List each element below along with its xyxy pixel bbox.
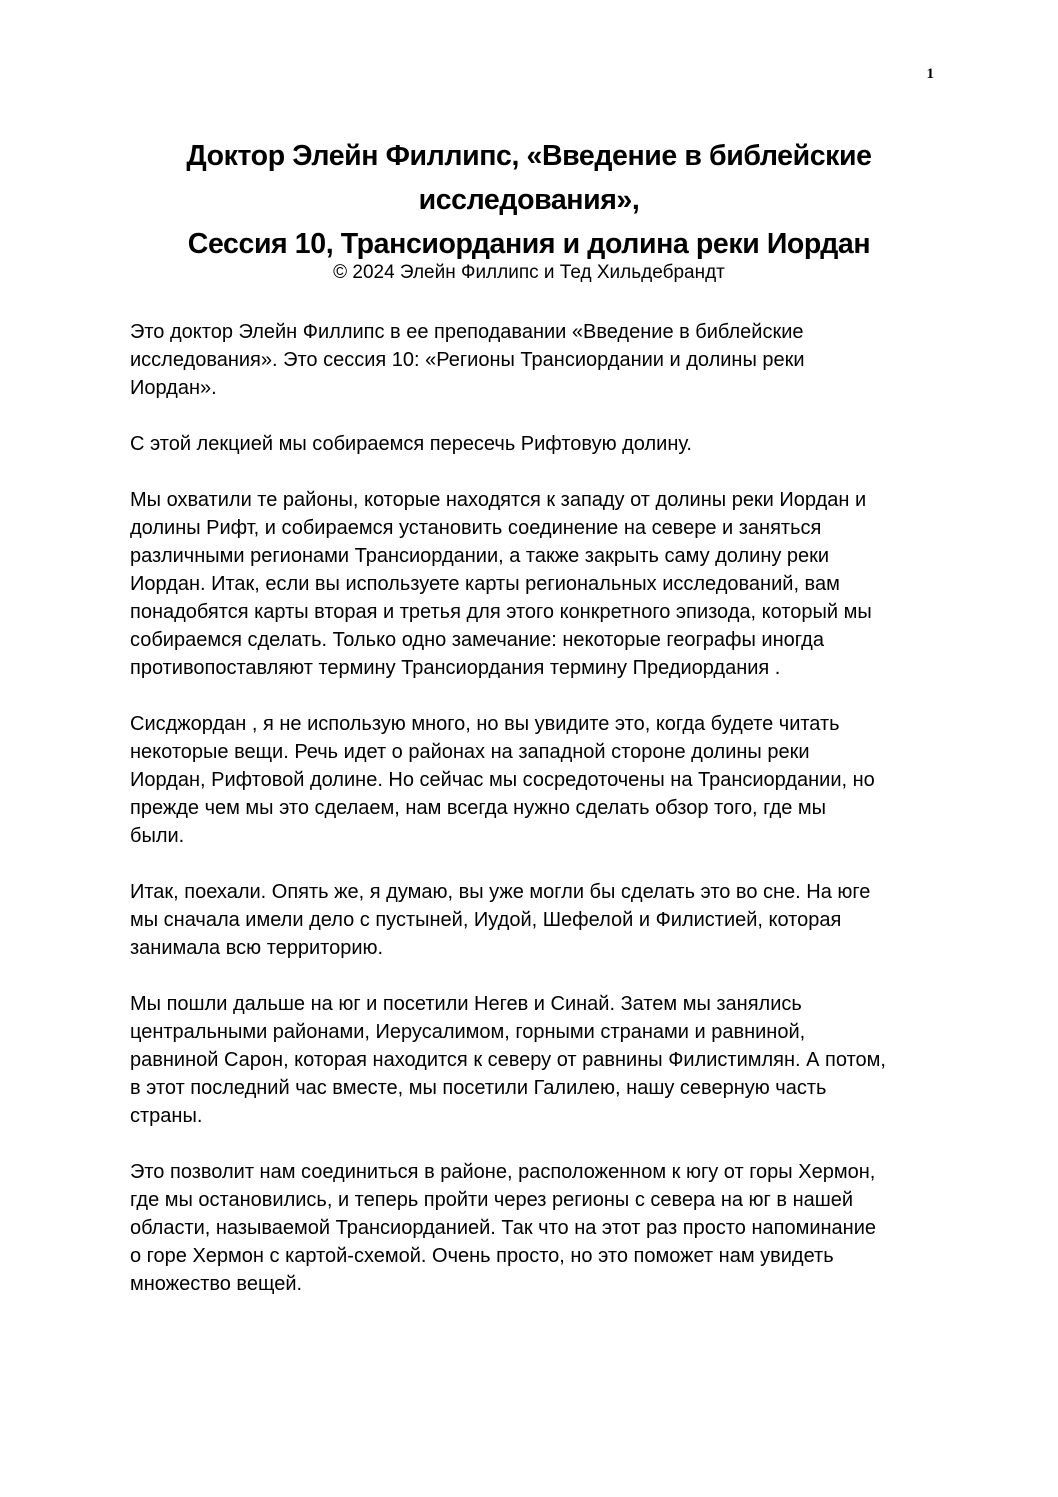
paragraph-7 bbox=[130, 1158, 930, 1298]
page-number: 1 bbox=[926, 66, 934, 82]
paragraph-2 bbox=[130, 430, 930, 458]
text-line: Это позволит нам соединиться в районе, расположенном к югу от горы Хермон, bbox=[130, 1161, 876, 1183]
text-line: где мы остановились, и теперь пройти через регионы с севера на юг в нашей bbox=[130, 1189, 854, 1211]
document-title-block bbox=[90, 134, 968, 286]
text-line: противопоставляют термину Трансиордания термину Предиордания . bbox=[130, 657, 781, 679]
text-line: Иордан. Итак, если вы используете карты региональных исследований, вам bbox=[130, 573, 840, 595]
text-line: о горе Хермон с картой-схемой. Очень просто, но это поможет нам увидеть bbox=[130, 1245, 834, 1267]
text-line: Сисджордан , я не использую много, но вы увидите это, когда будете читать bbox=[130, 713, 840, 735]
text-line: понадобятся карты вторая и третья для этого конкретного эпизода, который мы bbox=[130, 601, 872, 623]
text-line: Итак, поехали. Опять же, я думаю, вы уже могли бы сделать это во сне. На юге bbox=[130, 881, 871, 903]
text-line: множество вещей. bbox=[130, 1273, 303, 1295]
paragraph-6 bbox=[130, 990, 930, 1130]
copyright-notice: © 2024 Элейн Филлипс и Тед Хильдебрандт bbox=[333, 262, 725, 283]
paragraph-3 bbox=[130, 486, 930, 682]
text-line: Иордан, Рифтовой долине. Но сейчас мы сосредоточены на Трансиордании, но bbox=[130, 769, 875, 791]
title-line-1: Доктор Элейн Филлипс, «Введение в библейские bbox=[186, 140, 872, 172]
text-line: были. bbox=[130, 825, 185, 847]
text-line: Это доктор Элейн Филлипс в ее преподавании «Введение в библейские bbox=[130, 321, 804, 343]
text-line: некоторые вещи. Речь идет о районах на западной стороне долины реки bbox=[130, 741, 810, 763]
text-line: равниной Сарон, которая находится к северу от равнины Филистимлян. А потом, bbox=[130, 1049, 886, 1071]
text-line: Иордан». bbox=[130, 377, 217, 399]
text-line: в этот последний час вместе, мы посетили Галилею, нашу северную часть bbox=[130, 1077, 827, 1099]
text-line: собираемся сделать. Только одно замечание: некоторые географы иногда bbox=[130, 629, 824, 651]
text-line: занимала всю территорию. bbox=[130, 937, 384, 959]
text-line: Мы охватили те районы, которые находятся к западу от долины реки Иордан и bbox=[130, 489, 867, 511]
text-line: центральными районами, Иерусалимом, горными странами и равниной, bbox=[130, 1021, 806, 1043]
text-line: прежде чем мы это сделаем, нам всегда нужно сделать обзор того, где мы bbox=[130, 797, 827, 819]
paragraph-1 bbox=[130, 318, 930, 402]
text-line: исследования». Это сессия 10: «Регионы Трансиордании и долины реки bbox=[130, 349, 805, 371]
text-line: области, называемой Трансиорданией. Так что на этот раз просто напоминание bbox=[130, 1217, 877, 1239]
paragraph-4 bbox=[130, 710, 930, 850]
text-line: мы сначала имели дело с пустыней, Иудой, Шефелой и Филистией, которая bbox=[130, 909, 842, 931]
title-line-2: исследования», bbox=[418, 184, 640, 216]
text-line: Мы пошли дальше на юг и посетили Негев и Синай. Затем мы занялись bbox=[130, 993, 802, 1015]
text-line: С этой лекцией мы собираемся пересечь Рифтовую долину. bbox=[130, 433, 692, 455]
text-line: страны. bbox=[130, 1105, 203, 1127]
document-body bbox=[130, 318, 930, 1326]
title-line-3: Сессия 10, Трансиордания и долина реки Иордан bbox=[187, 228, 871, 260]
paragraph-5 bbox=[130, 878, 930, 962]
text-line: долины Рифт, и собираемся установить соединение на севере и заняться bbox=[130, 517, 822, 539]
text-line: различными регионами Трансиордании, а также закрыть саму долину реки bbox=[130, 545, 830, 567]
